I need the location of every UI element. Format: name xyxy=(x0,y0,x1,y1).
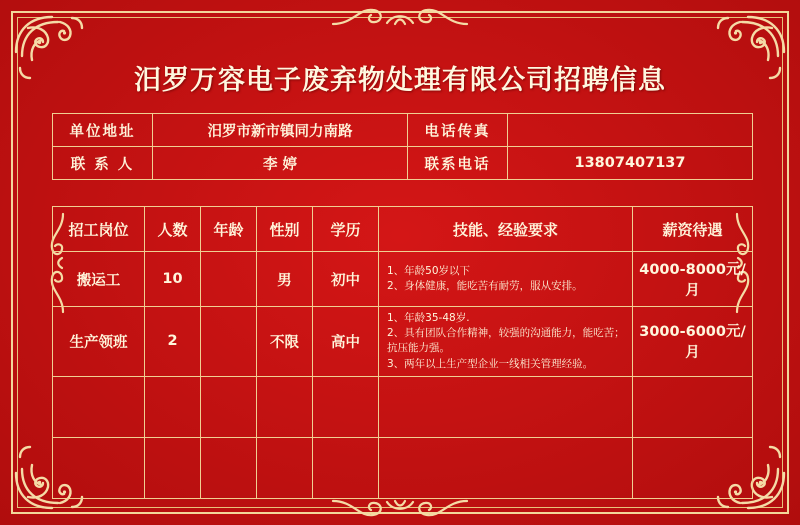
job-listing-table xyxy=(52,206,753,499)
job-education xyxy=(313,376,379,437)
requirement-line: 2、身体健康，能吃苦有耐劳，服从安排。 xyxy=(387,280,583,292)
info-value-contact-person: 李 婷 xyxy=(153,147,408,180)
table-header-row xyxy=(53,207,753,252)
info-label-fax: 电话传真 xyxy=(408,114,508,147)
info-label-address: 单位地址 xyxy=(53,114,153,147)
job-requirements xyxy=(379,437,633,498)
job-education xyxy=(313,437,379,498)
job-salary: 4000-8000元/月 xyxy=(633,252,753,307)
job-requirements xyxy=(379,376,633,437)
requirement-line: 3、两年以上生产型企业一线相关管理经验。 xyxy=(387,357,594,370)
job-age xyxy=(201,307,257,377)
job-post: 生产领班 xyxy=(53,307,145,377)
job-age xyxy=(201,252,257,307)
table-row xyxy=(53,252,753,307)
job-salary xyxy=(633,376,753,437)
job-salary: 3000-6000元/月 xyxy=(633,307,753,377)
job-post xyxy=(53,437,145,498)
job-post xyxy=(53,376,145,437)
job-post: 搬运工 xyxy=(53,252,145,307)
job-gender xyxy=(257,437,313,498)
job-requirements xyxy=(379,252,633,307)
column-header-education: 学历 xyxy=(313,207,379,252)
column-header-count: 人数 xyxy=(145,207,201,252)
column-header-post: 招工岗位 xyxy=(53,207,145,252)
job-requirements xyxy=(379,307,633,377)
job-education: 高中 xyxy=(313,307,379,377)
info-value-phone: 13807407137 xyxy=(508,147,753,180)
column-header-requirements: 技能、经验要求 xyxy=(379,207,633,252)
edge-ornament-icon xyxy=(325,495,475,521)
company-info-table xyxy=(52,113,753,180)
job-gender: 男 xyxy=(257,252,313,307)
column-header-gender: 性别 xyxy=(257,207,313,252)
table-row xyxy=(53,307,753,377)
table-row xyxy=(53,376,753,437)
job-age xyxy=(201,376,257,437)
info-label-contact-person: 联 系 人 xyxy=(53,147,153,180)
requirement-line: 2、具有团队合作精神，较强的沟通能力，能吃苦； xyxy=(387,327,625,340)
job-age xyxy=(201,437,257,498)
column-header-age: 年龄 xyxy=(201,207,257,252)
table-row xyxy=(53,147,753,180)
job-count: 2 xyxy=(145,307,201,377)
job-count xyxy=(145,437,201,498)
table-row xyxy=(53,114,753,147)
table-row xyxy=(53,437,753,498)
job-salary xyxy=(633,437,753,498)
info-value-address: 汨罗市新市镇同力南路 xyxy=(153,114,408,147)
requirement-line: 1、年龄50岁以下 xyxy=(387,264,471,277)
info-label-phone: 联系电话 xyxy=(408,147,508,180)
requirement-line: 抗压能力强。 xyxy=(387,342,450,355)
job-education: 初中 xyxy=(313,252,379,307)
info-value-fax xyxy=(508,114,753,147)
requirement-line: 1、年龄35-48岁. xyxy=(387,312,470,324)
job-count: 10 xyxy=(145,252,201,307)
column-header-salary: 薪资待遇 xyxy=(633,207,753,252)
job-gender: 不限 xyxy=(257,307,313,377)
edge-ornament-icon xyxy=(325,4,475,30)
job-count xyxy=(145,376,201,437)
page-title: 汨罗万容电子废弃物处理有限公司招聘信息 xyxy=(134,65,666,96)
poster-content xyxy=(52,113,752,499)
job-gender xyxy=(257,376,313,437)
